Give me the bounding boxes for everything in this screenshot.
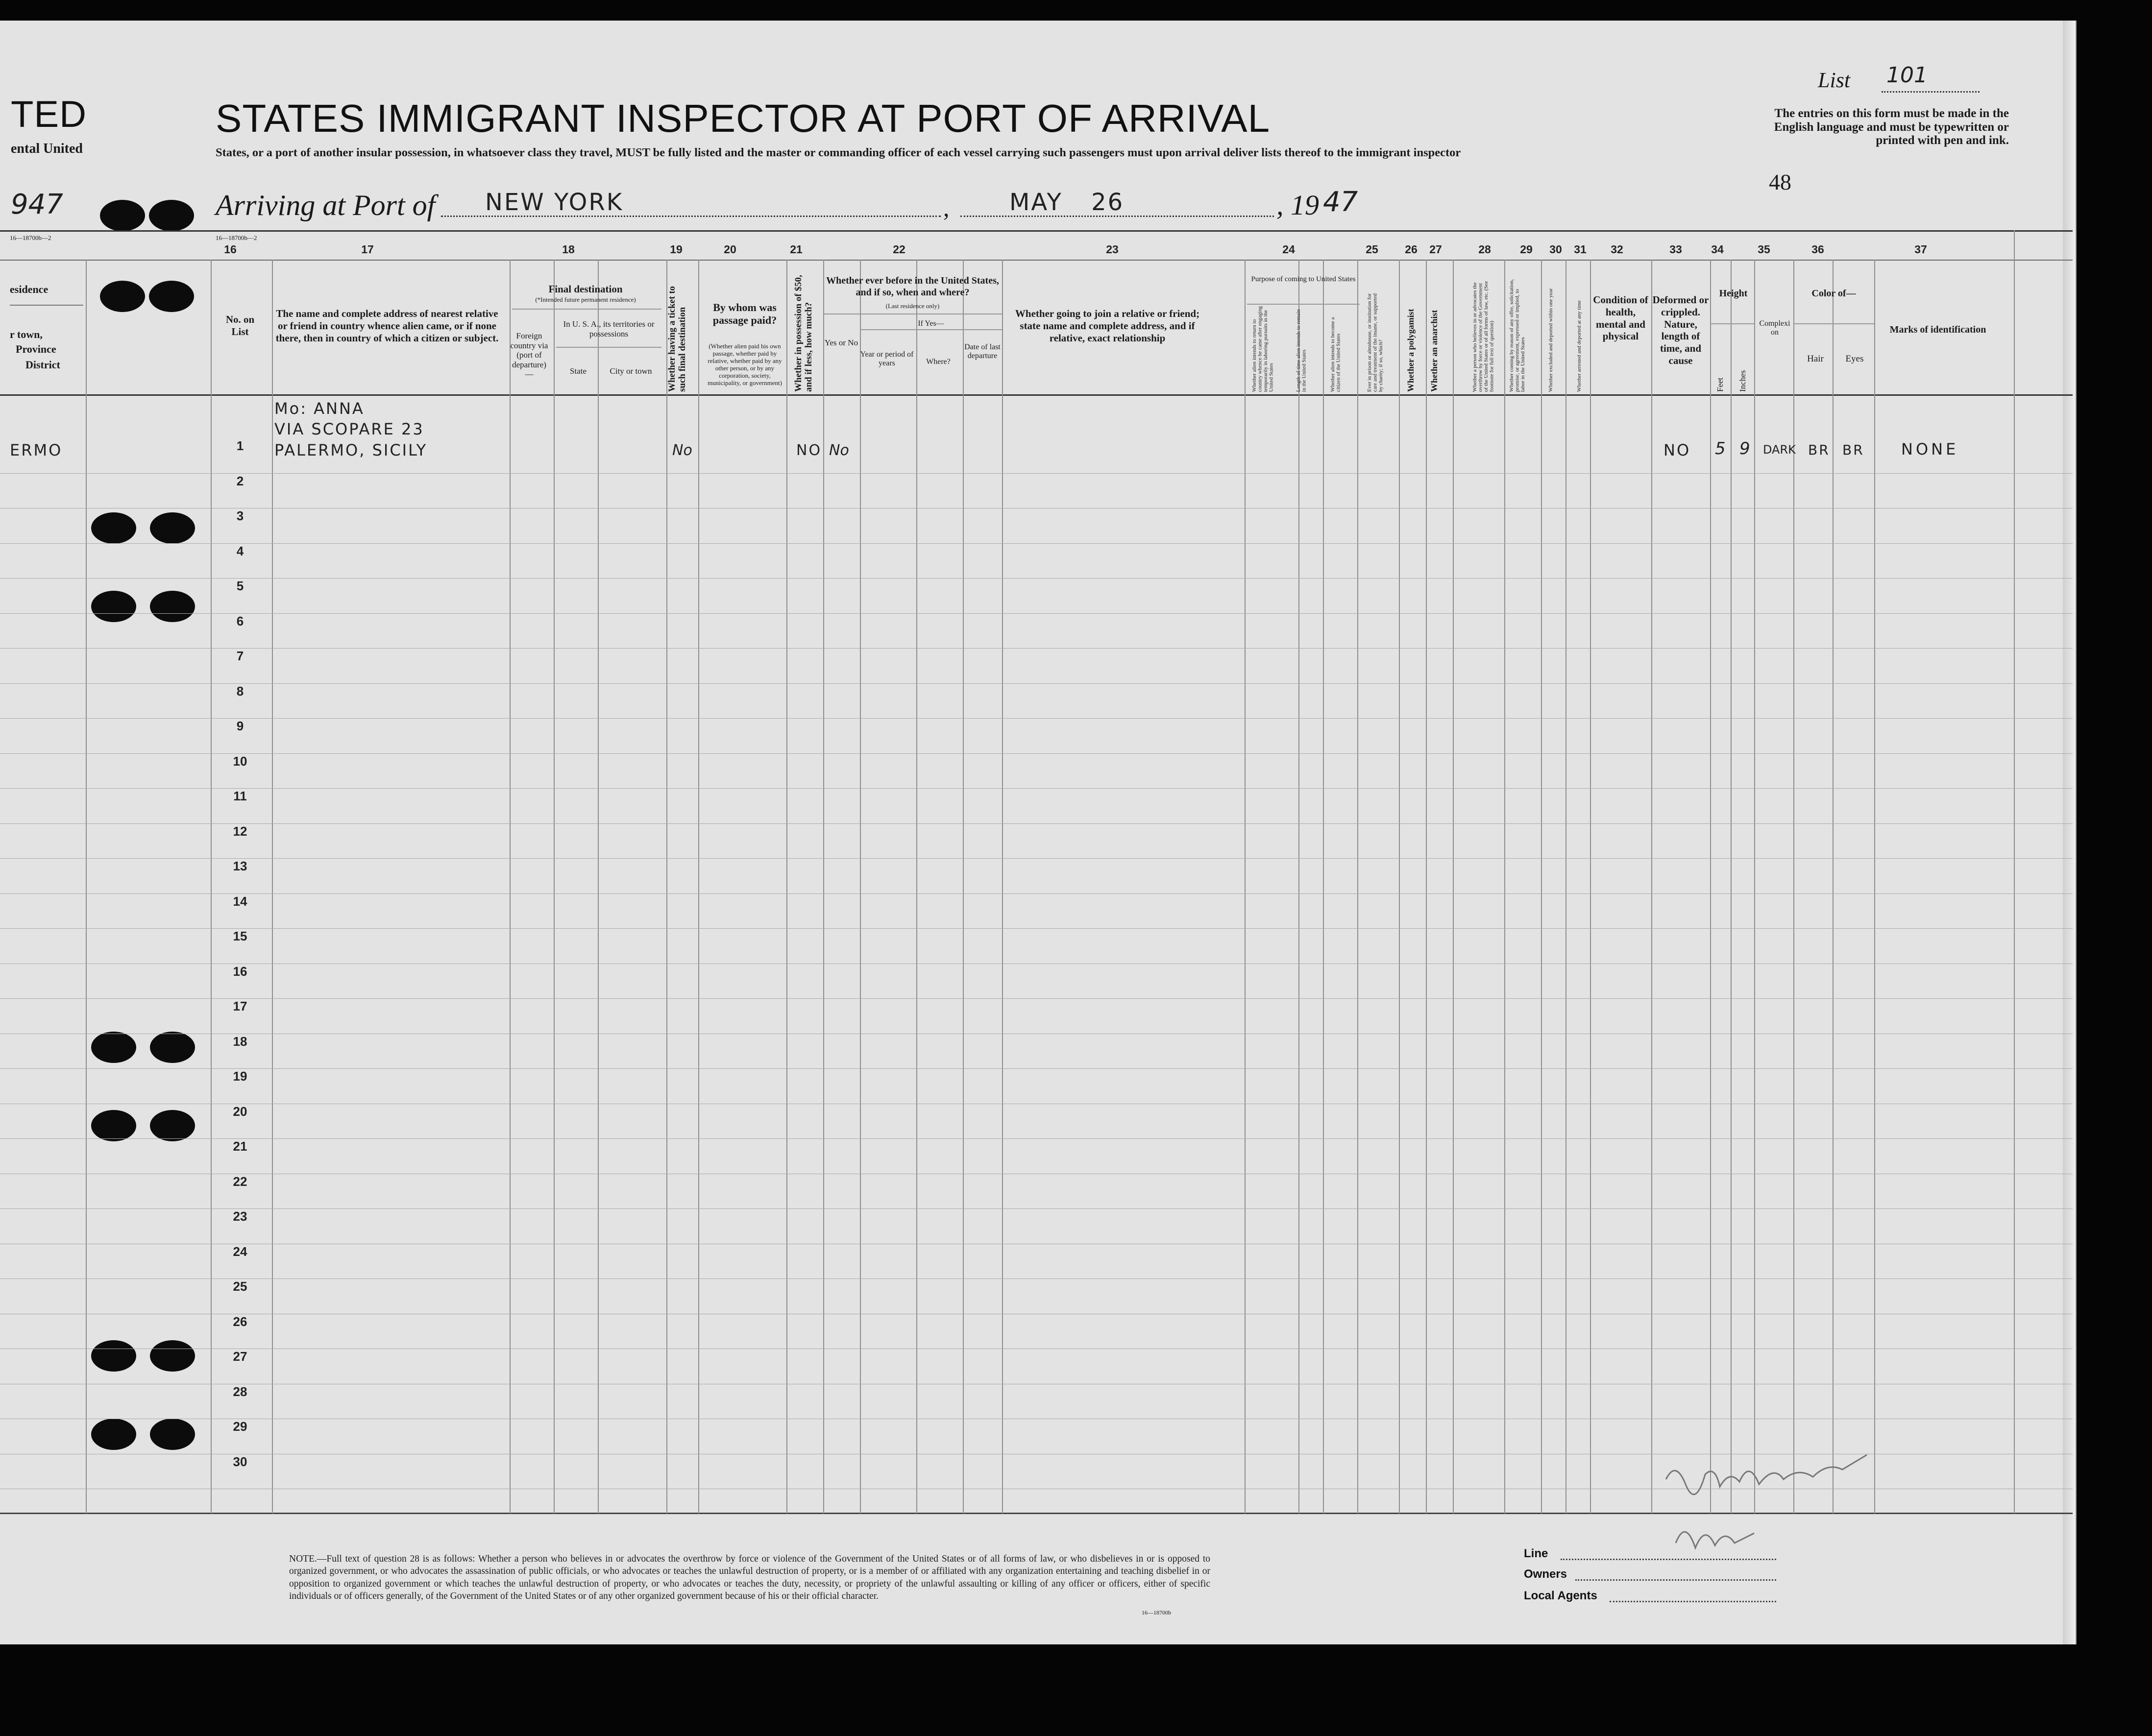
- column-divider: [1504, 260, 1505, 1514]
- punch-hole: [91, 512, 136, 544]
- header-c33: Deformed or crippled. Nature, length of time, and cause: [1652, 294, 1709, 366]
- row-divider: [0, 473, 2073, 474]
- column-divider: [1731, 260, 1732, 1514]
- row-number: 10: [233, 753, 247, 769]
- header-c35: Complexion: [1759, 319, 1790, 337]
- sheet-number: 48: [1769, 169, 1791, 194]
- colnum-rule: [0, 260, 2073, 261]
- entry-ever-before: No: [829, 442, 849, 459]
- punch-hole: [91, 1419, 136, 1450]
- entry-hair: BR: [1808, 442, 1830, 458]
- column-number: 31: [1574, 243, 1587, 256]
- list-number-line: [1882, 91, 1980, 93]
- header-c34-inches: Inches: [1738, 370, 1747, 392]
- row-divider: [0, 1138, 2073, 1139]
- column-divider: [1590, 260, 1591, 1514]
- header-c24-c: Whether alien intends to become a citizen of the United States: [1330, 317, 1342, 392]
- subheader-rule: [556, 347, 661, 348]
- district-header: District: [25, 359, 60, 371]
- row-divider: [0, 718, 2073, 719]
- row-number: 7: [236, 649, 244, 663]
- column-divider: [1453, 260, 1454, 1514]
- column-divider: [1399, 260, 1400, 1514]
- column-divider: [510, 260, 511, 1514]
- header-bottom-rule: [0, 394, 2073, 396]
- left-subtitle-fragment: ental United: [11, 141, 83, 156]
- column-divider: [1541, 260, 1542, 1514]
- punch-hole: [91, 1340, 136, 1372]
- row-number: 27: [233, 1349, 247, 1364]
- column-number: 30: [1549, 243, 1562, 256]
- column-divider: [1357, 260, 1358, 1514]
- row-divider: [0, 543, 2073, 544]
- entry-feet: 5: [1715, 439, 1726, 458]
- column-number: 37: [1914, 243, 1927, 256]
- province-header: Province: [16, 343, 56, 355]
- column-divider: [1833, 260, 1834, 1514]
- row-divider: [0, 1278, 2073, 1279]
- list-number: 101: [1886, 63, 1928, 88]
- row-number: 17: [233, 999, 247, 1013]
- punch-hole: [150, 1032, 195, 1063]
- row-number: 14: [233, 893, 247, 909]
- left-title-fragment: TED: [11, 94, 87, 135]
- row-divider: [0, 1208, 2073, 1209]
- row-divider: [0, 928, 2073, 929]
- row-number: 5: [236, 579, 244, 593]
- column-number: 24: [1282, 243, 1295, 256]
- column-divider: [2014, 230, 2015, 260]
- form-code: 16—18700b—2: [216, 234, 257, 241]
- row-number: 21: [233, 1139, 247, 1154]
- subheader-rule: [1710, 323, 1754, 324]
- list-label: List: [1818, 68, 1851, 92]
- column-divider: [554, 260, 555, 1514]
- column-number: 34: [1711, 243, 1724, 256]
- pencil-scribble: [1656, 1440, 1891, 1567]
- town-header: r town,: [10, 328, 43, 340]
- row-number: 28: [233, 1384, 247, 1399]
- subheader-rule: [860, 329, 1002, 330]
- column-number: 16: [224, 243, 237, 256]
- agents-field[interactable]: [1610, 1601, 1776, 1602]
- header-c22-title: Whether ever before in the United States, and if so, when and where?: [826, 275, 999, 298]
- column-divider: [272, 260, 273, 1514]
- entry-possession: NO: [796, 442, 822, 459]
- subheader-rule: [512, 309, 661, 310]
- column-number: 19: [670, 243, 683, 256]
- header-c22-yes-no: Yes or No: [824, 338, 858, 347]
- column-number: 21: [790, 243, 803, 256]
- punch-hole: [100, 200, 145, 231]
- header-c18-foreign: Foreign country via (port of departure)—: [510, 331, 548, 379]
- punch-hole: [149, 200, 194, 231]
- column-divider: [963, 260, 964, 1514]
- column-number: 25: [1366, 243, 1378, 256]
- column-divider: [860, 260, 861, 1514]
- row-number: 25: [233, 1279, 247, 1294]
- header-c21: Whether in possession of $50, and if less, how much?: [793, 275, 814, 392]
- row-number: 11: [233, 789, 247, 803]
- column-divider: [698, 260, 699, 1514]
- header-c37: Marks of identification: [1889, 324, 1986, 335]
- entries-note: The entries on this form must be made in the English language and must be typewritten or printed with pen and ink.: [1774, 107, 2009, 147]
- column-number: 29: [1520, 243, 1533, 256]
- row-divider: [0, 893, 2073, 894]
- header-c18-title: Final destination: [548, 283, 623, 295]
- row-number: 19: [233, 1069, 247, 1084]
- column-divider: [1426, 260, 1427, 1514]
- header-c34-feet: Feet: [1715, 377, 1725, 392]
- row-number: 13: [233, 859, 247, 873]
- row-number: 24: [233, 1244, 247, 1259]
- row-number: 3: [236, 508, 244, 523]
- header-c36-eyes: Eyes: [1845, 354, 1864, 364]
- entry-relative-line3: PALERMO, SICILY: [274, 441, 428, 459]
- port-value: NEW YORK: [485, 189, 624, 216]
- header-no-on-list: No. on List: [225, 313, 255, 338]
- entry-marks: NONE: [1901, 440, 1959, 458]
- header-c18-usa: In U. S. A., its territories or possessions: [563, 319, 655, 338]
- row-number: 20: [233, 1104, 247, 1119]
- column-divider: [1565, 260, 1566, 1514]
- header-c24-b: Length of time alien intends to remain in the United States: [1296, 309, 1307, 392]
- entry-inches: 9: [1739, 439, 1750, 458]
- header-c18-city: City or town: [610, 366, 652, 376]
- column-number: 17: [361, 243, 374, 256]
- table-top-rule: [0, 230, 2073, 232]
- entry-deformed: NO: [1663, 441, 1691, 459]
- column-number: 33: [1669, 243, 1682, 256]
- header-c36-title: Color of—: [1811, 288, 1856, 299]
- paper-page: [0, 21, 2077, 1644]
- residence-header: esidence: [10, 283, 49, 295]
- header-c32: Condition of health, mental and physical: [1593, 294, 1648, 342]
- entry-residence: ERMO: [10, 441, 63, 459]
- row-divider: [0, 998, 2073, 999]
- header-c18-state: State: [570, 366, 587, 376]
- row-divider: [0, 578, 2073, 579]
- arriving-label: Arriving at Port of: [216, 189, 436, 221]
- year-prefix: , 19: [1276, 189, 1319, 221]
- header-c20-note: (Whether alien paid his own passage, whether paid by relative, whether paid by any other person, or by any corporation, society, municipality, or government): [708, 342, 782, 386]
- column-divider: [1710, 260, 1711, 1514]
- left-form-code: 16—18700b—2: [10, 234, 51, 241]
- date-value: MAY 26: [1009, 189, 1125, 216]
- row-number: 23: [233, 1209, 247, 1224]
- header-c28: Whether a person who believes in or advocates the overthrow by force or violence of the Government of the United States or of all forms of law, etc. (See footnote for full text of question): [1472, 281, 1495, 392]
- column-divider: [1651, 260, 1652, 1514]
- row-number: 22: [233, 1174, 247, 1189]
- row-number: 2: [236, 473, 244, 488]
- column-number: 35: [1758, 243, 1770, 256]
- form-title: STATES IMMIGRANT INSPECTOR AT PORT OF ARRIVAL: [216, 96, 1271, 140]
- line-field[interactable]: [1561, 1559, 1776, 1560]
- entry-ticket: No: [672, 442, 692, 459]
- column-divider: [1323, 260, 1324, 1514]
- punch-hole: [150, 1419, 195, 1450]
- column-number: 26: [1405, 243, 1418, 256]
- row-divider: [0, 613, 2073, 614]
- header-c17: The name and complete address of nearest relative or friend in country whence alien came, or if none there, then in country of which a citizen or subject.: [275, 308, 499, 344]
- form-subtitle: States, or a port of another insular possession, in whatsoever class they travel, MUST be fully listed and the master or commanding officer of each vessel carrying such passengers must upon arrival deliver lists thereof to the immigrant inspector: [216, 146, 1461, 159]
- row-divider: [0, 823, 2073, 824]
- column-divider: [86, 260, 87, 1514]
- agents-label: Local Agents: [1524, 1589, 1597, 1602]
- row-number: 9: [236, 719, 244, 733]
- column-number: 32: [1611, 243, 1623, 256]
- row-number: 30: [233, 1454, 247, 1469]
- entry-eyes: BR: [1842, 442, 1864, 458]
- column-divider: [1298, 260, 1299, 1514]
- header-c27: Whether an anarchist: [1429, 310, 1439, 392]
- punch-hole: [91, 1110, 136, 1141]
- column-number: 36: [1811, 243, 1824, 256]
- column-divider: [823, 260, 824, 1514]
- header-c25: Ever in prison or almshouse, or institution for care and treatment of the insane, or supported by charity; if so, which?: [1367, 293, 1384, 392]
- header-c22-where: Where?: [926, 358, 951, 366]
- column-number: 18: [562, 243, 575, 256]
- year-value: 47: [1323, 186, 1358, 218]
- row-number: 15: [233, 929, 247, 943]
- left-year-fragment: 947: [11, 189, 63, 220]
- header-c36-hair: Hair: [1807, 354, 1824, 364]
- punch-hole: [150, 512, 195, 544]
- row-number: 29: [233, 1419, 247, 1434]
- residence-rule: [10, 305, 83, 306]
- row-divider: [0, 788, 2073, 789]
- column-divider: [1245, 260, 1246, 1514]
- column-divider: [916, 260, 917, 1514]
- punch-hole: [149, 281, 194, 312]
- header-c29: Whether coming by reason of any offer, solicitation, promise, or agreement, expressed or implied, to labor in the United States: [1509, 279, 1526, 392]
- entry-complexion: DARK: [1763, 443, 1796, 457]
- entry-relative-line1: Mo: ANNA: [274, 399, 365, 418]
- column-divider: [786, 260, 787, 1514]
- owners-field[interactable]: [1575, 1579, 1776, 1581]
- column-number: 28: [1478, 243, 1491, 256]
- paper-edge: [2063, 21, 2076, 1644]
- header-c19: Whether having a ticket to such final destination: [667, 286, 687, 392]
- column-divider: [1002, 260, 1003, 1514]
- header-c23: Whether going to join a relative or friend; state name and complete address, and if relative, exact relationship: [1015, 308, 1200, 344]
- column-divider: [2014, 260, 2015, 1514]
- row-number: 12: [233, 823, 247, 839]
- line-label: Line: [1524, 1547, 1548, 1560]
- header-c24-title: Purpose of coming to United States: [1251, 275, 1356, 283]
- header-c30: Whether excluded and deported within one year: [1548, 288, 1554, 392]
- header-c31: Whether arrested and deported at any time: [1576, 300, 1582, 392]
- column-divider: [666, 260, 667, 1514]
- punch-hole: [91, 1032, 136, 1063]
- header-c34-title: Height: [1719, 288, 1748, 299]
- subheader-rule: [823, 313, 1002, 314]
- column-number: 23: [1106, 243, 1119, 256]
- punch-hole: [150, 1110, 195, 1141]
- row-number: 16: [233, 964, 247, 979]
- owners-label: Owners: [1524, 1567, 1567, 1581]
- row-number: 26: [233, 1314, 247, 1329]
- punch-hole: [91, 591, 136, 622]
- row-number: 4: [236, 543, 244, 558]
- footer-form-code: 16—18700b: [1142, 1609, 1171, 1616]
- punch-hole: [150, 591, 195, 622]
- comma-1: ,: [943, 194, 950, 221]
- row-divider: [0, 648, 2073, 649]
- subheader-rule: [1247, 304, 1360, 305]
- header-c20-title: By whom was passage paid?: [712, 301, 777, 326]
- row-number: 1: [236, 438, 244, 453]
- row-divider: [0, 683, 2073, 684]
- column-divider: [1754, 260, 1755, 1514]
- header-c22-year: Year or period of years: [860, 350, 914, 368]
- column-number: 20: [724, 243, 736, 256]
- column-number: 27: [1429, 243, 1442, 256]
- row-number: 18: [233, 1034, 247, 1049]
- header-c26: Whether a polygamist: [1406, 309, 1416, 392]
- row-divider: [0, 753, 2073, 754]
- row-number: 6: [236, 613, 244, 628]
- header-c22-date: Date of last departure: [964, 343, 1001, 361]
- footnote-q28: NOTE.—Full text of question 28 is as follows: Whether a person who believes in or advocates the overthrow by force or violence of the Government of the United States or of all forms of law, or who disbelieves in or is opposed to organized government, or who advocates the assassination of public officials, or who advocates or teaches the unlawful destruction of property, or is a member of or affiliated with any organization entertaining and teaching disbelief in or opposition to organized government or which teaches the unlawful destruction of property, or who advocates or teaches the duty, necessity, or propriety of the unlawful assaulting or killing of any officer or officers, either of specific individuals or of officers generally, of the Government of the United States or of any other organized government because of his or their official character.: [289, 1554, 1210, 1602]
- header-c22-note: (Last residence only): [885, 302, 940, 310]
- subheader-rule: [1793, 323, 1874, 324]
- entry-relative-line2: VIA SCOPARE 23: [274, 420, 424, 438]
- punch-hole: [100, 281, 145, 312]
- column-number: 22: [893, 243, 905, 256]
- column-divider: [1874, 260, 1875, 1514]
- header-c24-a: Whether alien intends to return to country whence he came after engaging temporarily in laboring pursuits in the United States: [1251, 306, 1274, 392]
- row-divider: [0, 1068, 2073, 1069]
- column-divider: [598, 260, 599, 1514]
- row-number: 8: [236, 683, 244, 699]
- header-c22-if-yes: If Yes—: [918, 319, 944, 328]
- punch-hole: [150, 1340, 195, 1372]
- header-c18-note: (*Intended future permanent residence): [535, 296, 636, 303]
- row-divider: [0, 858, 2073, 859]
